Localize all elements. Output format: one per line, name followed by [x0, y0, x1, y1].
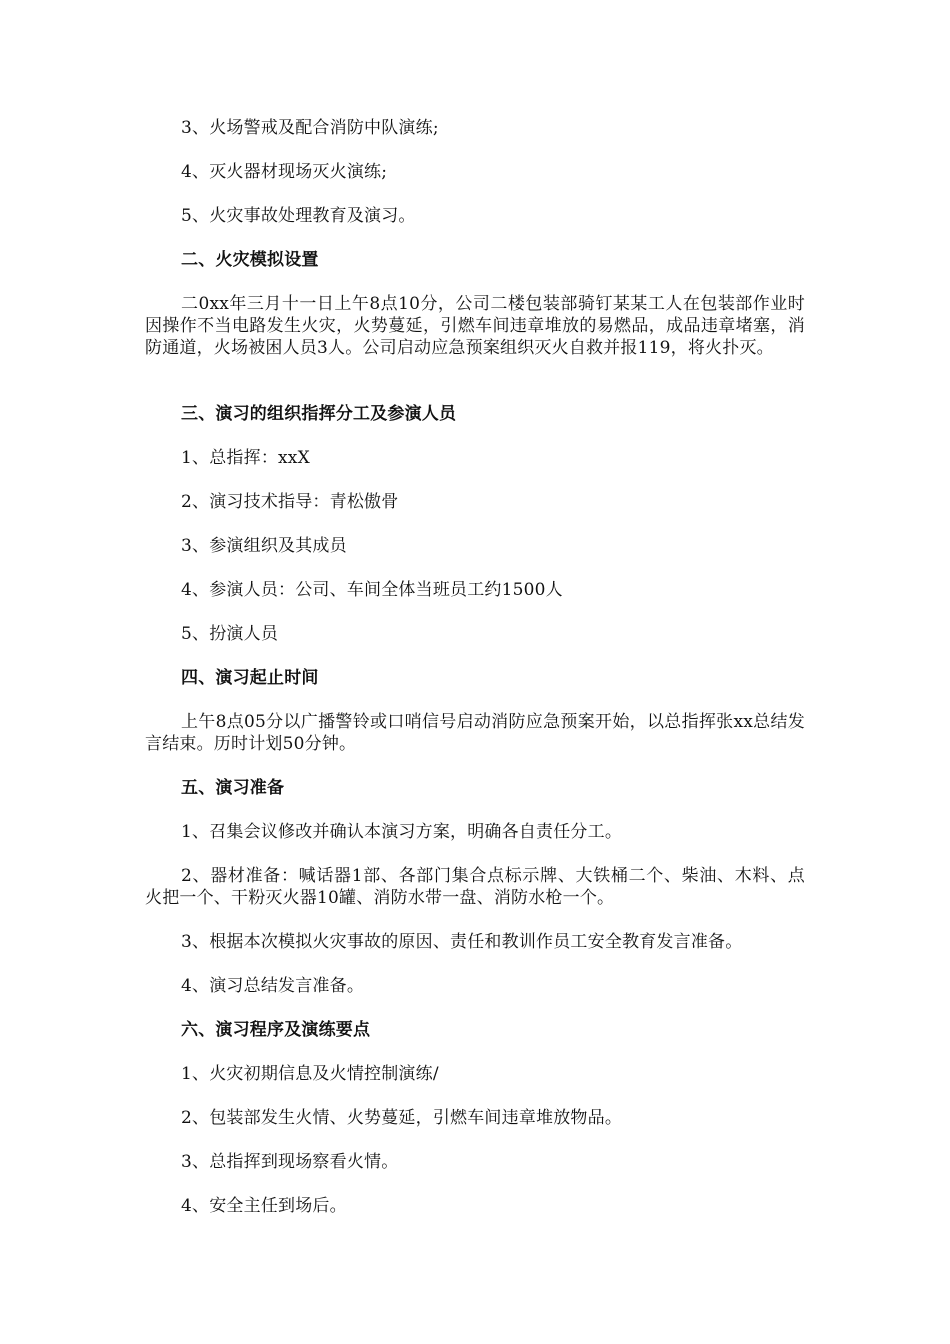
list-item: 3、总指挥到现场察看火情。: [181, 1152, 399, 1172]
list-item: 4、演习总结发言准备。: [181, 976, 365, 996]
list-item: 4、参演人员：公司、车间全体当班员工约1500人: [181, 580, 563, 600]
list-item: 3、参演组织及其成员: [181, 536, 347, 556]
section-heading: 三、演习的组织指挥分工及参演人员: [181, 404, 457, 424]
list-item: 1、火灾初期信息及火情控制演练/: [181, 1064, 439, 1084]
list-item: 3、火场警戒及配合消防中队演练;: [181, 118, 439, 138]
list-item: 4、灭火器材现场灭火演练;: [181, 162, 388, 182]
list-item: 5、扮演人员: [181, 624, 279, 644]
section-heading: 六、演习程序及演练要点: [181, 1020, 371, 1040]
list-item: 1、召集会议修改并确认本演习方案，明确各自责任分工。: [181, 822, 623, 842]
list-item: 4、安全主任到场后。: [181, 1196, 347, 1216]
section-heading: 五、演习准备: [181, 778, 285, 798]
list-item: 2、演习技术指导：青松傲骨: [181, 492, 399, 512]
list-item: 2、包装部发生火情、火势蔓延，引燃车间违章堆放物品。: [181, 1108, 623, 1128]
paragraph: 2、器材准备：喊话器1部、各部门集合点标示牌、大铁桶二个、柴油、木料、点火把一个、干粉灭火器10罐、消防水带一盘、消防水枪一个。: [145, 866, 805, 908]
paragraph: 上午8点05分以广播警铃或口哨信号启动消防应急预案开始，以总指挥张xx总结发言结束。历时计划50分钟。: [145, 712, 805, 754]
section-heading: 二、火灾模拟设置: [181, 250, 319, 270]
paragraph: 二0xx年三月十一日上午8点10分，公司二楼包装部骑钉某某工人在包装部作业时因操作不当电路发生火灾，火势蔓延，引燃车间违章堆放的易燃品，成品违章堵塞，消防通道，火场被困人员3人。公司启动应急预案组织灭火自救并报119，将火扑灭。: [145, 294, 805, 358]
list-item: 1、总指挥：xxX: [181, 448, 310, 468]
section-heading: 四、演习起止时间: [181, 668, 319, 688]
list-item: 3、根据本次模拟火灾事故的原因、责任和教训作员工安全教育发言准备。: [181, 932, 743, 952]
list-item: 5、火灾事故处理教育及演习。: [181, 206, 416, 226]
